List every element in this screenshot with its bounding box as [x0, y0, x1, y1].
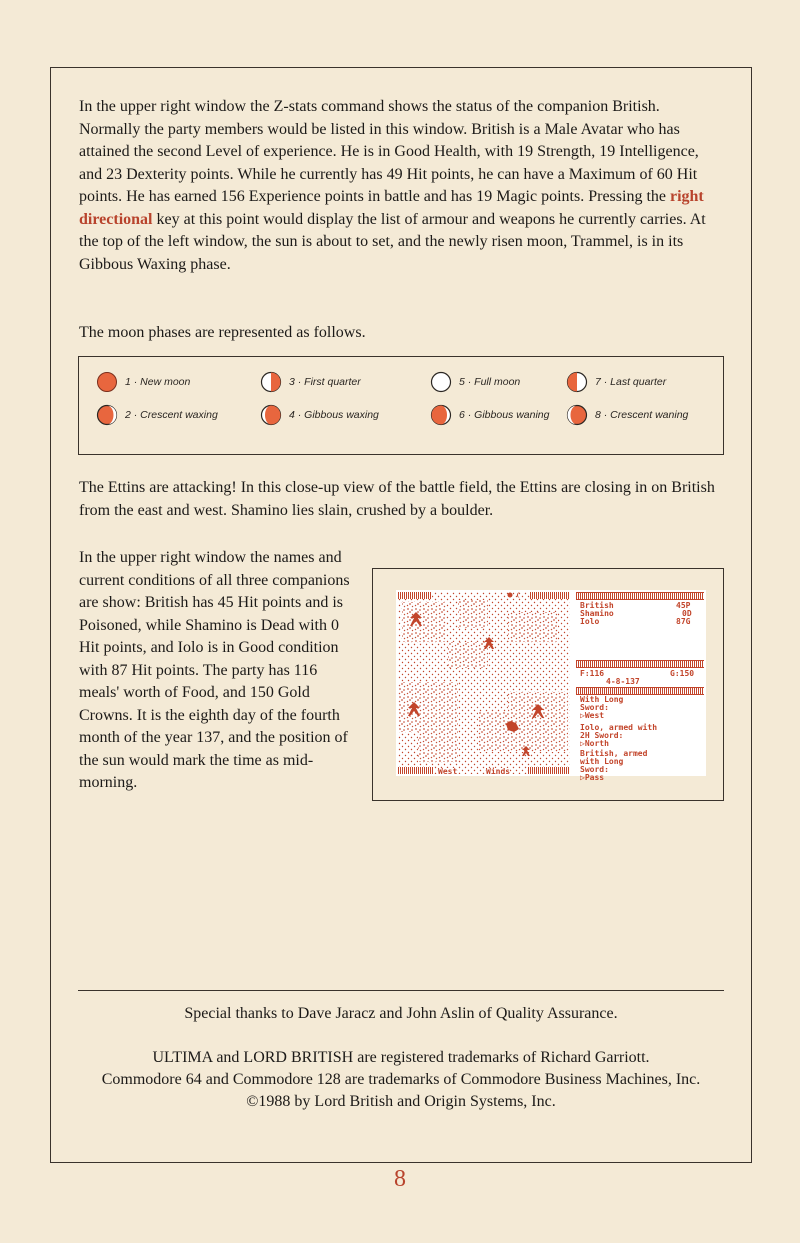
moon-phase-label: 4 · Gibbous waxing	[289, 409, 379, 421]
page-number: 8	[394, 1166, 406, 1192]
message-log-line: Iolo, armed with	[580, 723, 658, 732]
crescent-waning-icon	[566, 404, 588, 426]
intro-text-a: In the upper right window the Z-stats command shows the status of the companion British. Normally the party members would be listed in this window. British is a Male Avatar who has attained the second Level of experience. He is in Good Health, with 19 Strength, 19 Intelligence, and 23 Dexterity points. While he currently has 49 Hit points, he can have a Maximum of 60 Hit points. He has earned 156 Experience points in battle and has 19 Magic points. Pressing the	[79, 98, 699, 205]
message-log-line: British, armed	[580, 749, 648, 758]
trademark-notice: ULTIMA and LORD BRITISH are registered trademarks of Richard Garriott.	[152, 1049, 650, 1066]
moon-phase-label: 6 · Gibbous waning	[459, 409, 550, 421]
party-member-name: Shamino	[580, 609, 614, 618]
party-member-status: 45P	[676, 601, 691, 610]
moon-phase-2	[96, 404, 218, 426]
first-quarter-icon	[260, 371, 282, 393]
battle-field	[398, 592, 570, 774]
last-quarter-icon	[566, 371, 588, 393]
moon-phase-1	[96, 371, 190, 393]
message-log-line: With Long	[580, 695, 624, 704]
moon-phase-4	[260, 404, 379, 426]
party-member-status: 0D	[682, 609, 692, 618]
message-log-line: ▷West	[580, 711, 605, 720]
gibbous-waxing-icon	[260, 404, 282, 426]
battle-detail: In the upper right window the names and current conditions of all three companions are show: British has 45 Hit points and is Poisoned, while Shamino is Dead with 0 Hit points, and Iolo is in Good condition with 87 Hit points. The party has 116 meals' worth of Food, and 150 Gold Crowns. It is the eighth day of the fourth month of the year 137, and the position of the sun would mark the time as mid-morning.	[79, 549, 350, 791]
party-member-name: British	[580, 601, 614, 610]
moon-phase-7	[566, 371, 666, 393]
moon-phase-label: 7 · Last quarter	[595, 376, 667, 388]
message-log-line: Sword:	[580, 765, 609, 774]
moon-phase-label: 1 · New moon	[125, 376, 191, 388]
full-moon-icon	[430, 371, 452, 393]
intro-text-b: key at this point would display the list of armour and weapons he currently carries. At the top of the left window, the sun is about to set, and the newly risen moon, Trammel, is in its Gibbous Waxing phase.	[79, 210, 706, 273]
moon-phase-5	[430, 371, 520, 393]
party-member-name: Iolo	[580, 617, 600, 626]
intro-paragraph	[79, 96, 724, 276]
gold-counter: G:150	[670, 669, 695, 678]
moon-phase-legend	[78, 356, 724, 455]
message-log-line: with Long	[580, 757, 624, 766]
battle-intro: The Ettins are attacking! In this close-up view of the battle field, the Ettins are closing in on British from the east and west. Shamino lies slain, crushed by a boulder.	[79, 479, 715, 519]
moon-intro: The moon phases are represented as follows.	[79, 324, 366, 341]
food-counter: F:116	[580, 669, 605, 678]
new-moon-icon	[96, 371, 118, 393]
party-member-status: 87G	[676, 617, 691, 626]
moon-phase-label: 3 · First quarter	[289, 376, 361, 388]
gibbous-waning-icon	[430, 404, 452, 426]
crescent-waxing-icon	[96, 404, 118, 426]
trademark-notice: Commodore 64 and Commodore 128 are trademarks of Commodore Business Machines, Inc.	[101, 1071, 701, 1088]
divider	[78, 990, 724, 991]
battle-field-map	[398, 592, 570, 774]
moon-phase-8	[566, 404, 688, 426]
wind-label: Winds	[486, 767, 511, 774]
qa-thanks: Special thanks to Dave Jaracz and John Aslin of Quality Assurance.	[184, 1005, 618, 1022]
message-log-line: ▷North	[580, 739, 609, 748]
copyright-notice: ©1988 by Lord British and Origin Systems, Inc.	[246, 1093, 556, 1110]
moon-phase-3	[260, 371, 361, 393]
wind-direction: West	[438, 767, 458, 774]
message-log-line: ▷Pass	[580, 773, 605, 782]
game-screenshot	[396, 590, 706, 782]
moon-phase-6	[430, 404, 549, 426]
moon-phase-label: 8 · Crescent waning	[595, 409, 689, 421]
message-log-line: Sword:	[580, 703, 609, 712]
moon-phase-label: 5 · Full moon	[459, 376, 521, 388]
intro-emphasis: right directional	[79, 188, 704, 228]
moon-phase-label: 2 · Crescent waxing	[125, 409, 218, 421]
message-log-line: 2H Sword:	[580, 731, 624, 740]
game-date: 4-8-137	[606, 677, 640, 686]
